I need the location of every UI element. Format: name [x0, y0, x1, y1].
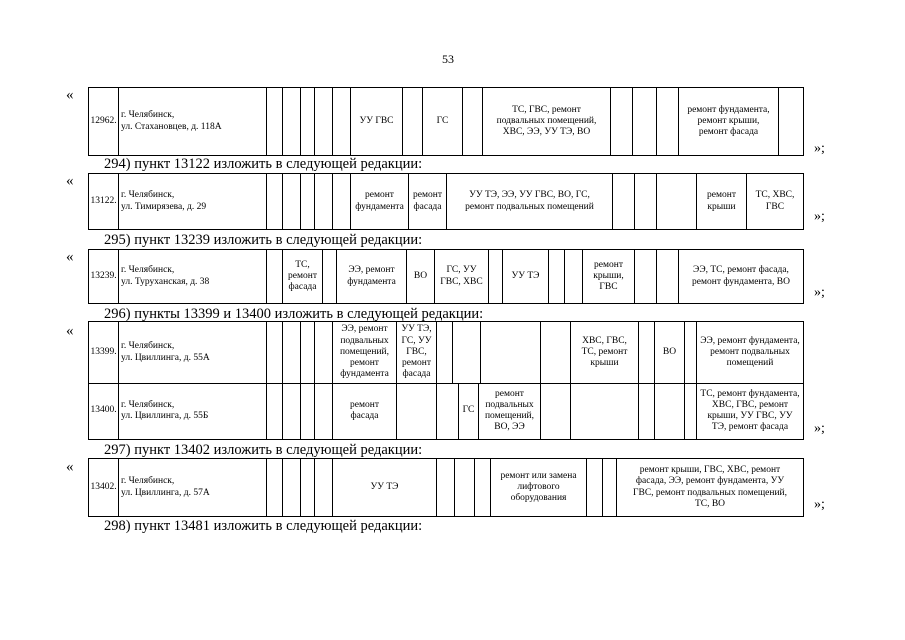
cell-uu-gvs: УУ ГВС [351, 88, 403, 155]
empty-cell [283, 174, 301, 229]
empty-cell [685, 383, 697, 439]
cell-elevator: ремонт или замена лифтового оборудования [491, 459, 587, 516]
empty-cell [403, 88, 423, 155]
empty-cell [283, 88, 301, 155]
cell-roof: ремонт крыши [697, 174, 747, 229]
empty-cell [635, 174, 657, 229]
empty-cell [267, 250, 283, 303]
empty-cell [475, 459, 491, 516]
row-address: г. Челябинск, ул. Цвиллинга, д. 57А [119, 459, 267, 516]
empty-cell [481, 322, 541, 383]
empty-cell [437, 322, 453, 383]
cell-gs: ГС [423, 88, 463, 155]
empty-cell [267, 383, 283, 439]
close-quote: »; [814, 421, 825, 436]
caption-294: 294) пункт 13122 изложить в следующей редакции: [104, 156, 423, 172]
row-number: 12962. [89, 88, 119, 155]
empty-cell [437, 383, 459, 439]
close-quote: »; [814, 285, 825, 300]
table-row [88, 458, 804, 517]
caption-295: 295) пункт 13239 изложить в следующей редакции: [104, 232, 423, 248]
cell-repairs: ремонт фундамента, ремонт крыши, ремонт фасада [679, 88, 779, 155]
table-row [88, 321, 804, 383]
empty-cell [315, 383, 333, 439]
empty-cell [571, 383, 639, 439]
table-row [88, 87, 804, 156]
close-quote: »; [814, 141, 825, 156]
cell-repairs: ремонт крыши, ГВС, ХВС, ремонт фасада, ЭЭ, ремонт фундамента, УУ ГВС, ремонт подвальных помещений, ТС, ВО [632, 465, 787, 509]
empty-cell [301, 459, 315, 516]
cell-ee-basement: ЭЭ, ремонт подвальных помещений, ремонт фундамента [333, 322, 397, 383]
empty-cell [301, 88, 315, 155]
empty-cell [315, 322, 333, 383]
empty-cell [635, 250, 657, 303]
empty-cell [657, 174, 697, 229]
cell-facade: ремонт фасада [409, 174, 447, 229]
row-number: 13122. [89, 174, 119, 229]
empty-cell [301, 383, 315, 439]
cell-ts-hvs-gvs: ТС, ХВС, ГВС [755, 190, 795, 212]
empty-cell [587, 459, 603, 516]
open-quote: « [66, 323, 74, 339]
empty-cell [323, 250, 337, 303]
cell-ee-foundation: ЭЭ, ремонт фундамента [337, 250, 407, 303]
empty-cell [267, 88, 283, 155]
empty-cell [333, 88, 351, 155]
empty-cell [397, 383, 437, 439]
empty-cell [613, 174, 635, 229]
empty-cell [455, 459, 475, 516]
empty-cell [267, 174, 283, 229]
cell-roof-gvs: ремонт крыши, ГВС [583, 250, 635, 303]
empty-cell [283, 383, 301, 439]
empty-cell [603, 459, 617, 516]
empty-cell [657, 88, 679, 155]
row-number: 13399. [89, 322, 119, 383]
cell-repairs: ЭЭ, ремонт фундамента, ремонт подвальных помещений [700, 335, 800, 369]
open-quote: « [66, 87, 74, 103]
empty-cell [301, 322, 315, 383]
empty-cell [633, 88, 657, 155]
cell-facade: ремонт фасада [333, 383, 397, 439]
cell-gs-uu-gvs-hvs: ГС, УУ ГВС, ХВС [435, 250, 489, 303]
table-row [88, 173, 804, 230]
empty-cell [685, 322, 697, 383]
cell-uu-te: УУ ТЭ [333, 459, 437, 516]
empty-cell [267, 459, 283, 516]
cell-vo: ВО [407, 250, 435, 303]
cell-works: УУ ТЭ, ЭЭ, УУ ГВС, ВО, ГС, ремонт подвальных помещений [447, 174, 613, 229]
open-quote: « [66, 249, 74, 265]
empty-cell [655, 383, 685, 439]
cell-works: ТС, ГВС, ремонт подвальных помещений, ХВС, ЭЭ, УУ ТЭ, ВО [483, 88, 611, 155]
empty-cell [639, 322, 655, 383]
page-number: 53 [442, 52, 454, 66]
cell-gs: ГС [459, 383, 479, 439]
row-number: 13400. [89, 383, 119, 439]
open-quote: « [66, 173, 74, 189]
cell-uu-te-gs: УУ ТЭ, ГС, УУ ГВС, ремонт фасада [397, 322, 437, 383]
empty-cell [779, 88, 803, 155]
row-number: 13402. [89, 459, 119, 516]
cell-ts-facade: ТС, ремонт фасада [283, 250, 323, 303]
row-address: г. Челябинск, ул. Стахановцев, д. 118А [119, 88, 267, 155]
row-address: г. Челябинск, ул. Тимирязева, д. 29 [119, 174, 267, 229]
table-row [88, 383, 804, 440]
empty-cell [437, 459, 455, 516]
empty-cell [315, 88, 333, 155]
caption-298: 298) пункт 13481 изложить в следующей редакции: [104, 518, 423, 534]
cell-repairs: ЭЭ, ТС, ремонт фасада, ремонт фундамента, ВО [692, 265, 790, 287]
caption-297: 297) пункт 13402 изложить в следующей редакции: [104, 442, 423, 458]
empty-cell [657, 250, 679, 303]
open-quote: « [66, 459, 74, 475]
empty-cell [301, 174, 315, 229]
row-address: г. Челябинск, ул. Цвиллинга, д. 55Б [119, 383, 267, 439]
empty-cell [541, 322, 571, 383]
empty-cell [333, 174, 351, 229]
row-address: г. Челябинск, ул. Туруханская, д. 38 [119, 250, 267, 303]
cell-hvs-gvs-ts: ХВС, ГВС, ТС, ремонт крыши [571, 322, 639, 383]
empty-cell [611, 88, 633, 155]
empty-cell [283, 322, 301, 383]
cell-repairs: ТС, ремонт фундамента, ХВС, ГВС, ремонт крыши, УУ ГВС, УУ ТЭ, ремонт фасада [700, 388, 800, 433]
empty-cell [639, 383, 655, 439]
empty-cell [549, 250, 565, 303]
empty-cell [565, 250, 583, 303]
cell-uu-te: УУ ТЭ [503, 250, 549, 303]
empty-cell [315, 459, 333, 516]
cell-vo: ВО [655, 322, 685, 383]
empty-cell [267, 322, 283, 383]
empty-cell [283, 459, 301, 516]
row-number: 13239. [89, 250, 119, 303]
close-quote: »; [814, 497, 825, 512]
table-row [88, 249, 804, 304]
empty-cell [463, 88, 483, 155]
row-address: г. Челябинск, ул. Цвиллинга, д. 55А [119, 322, 267, 383]
caption-296: 296) пункты 13399 и 13400 изложить в следующей редакции: [104, 306, 484, 322]
empty-cell [315, 174, 333, 229]
cell-foundation: ремонт фундамента [351, 174, 409, 229]
empty-cell [489, 250, 503, 303]
empty-cell [453, 322, 481, 383]
empty-cell [541, 383, 571, 439]
close-quote: »; [814, 209, 825, 224]
cell-basement-vo-ee: ремонт подвальных помещений, ВО, ЭЭ [479, 383, 541, 439]
